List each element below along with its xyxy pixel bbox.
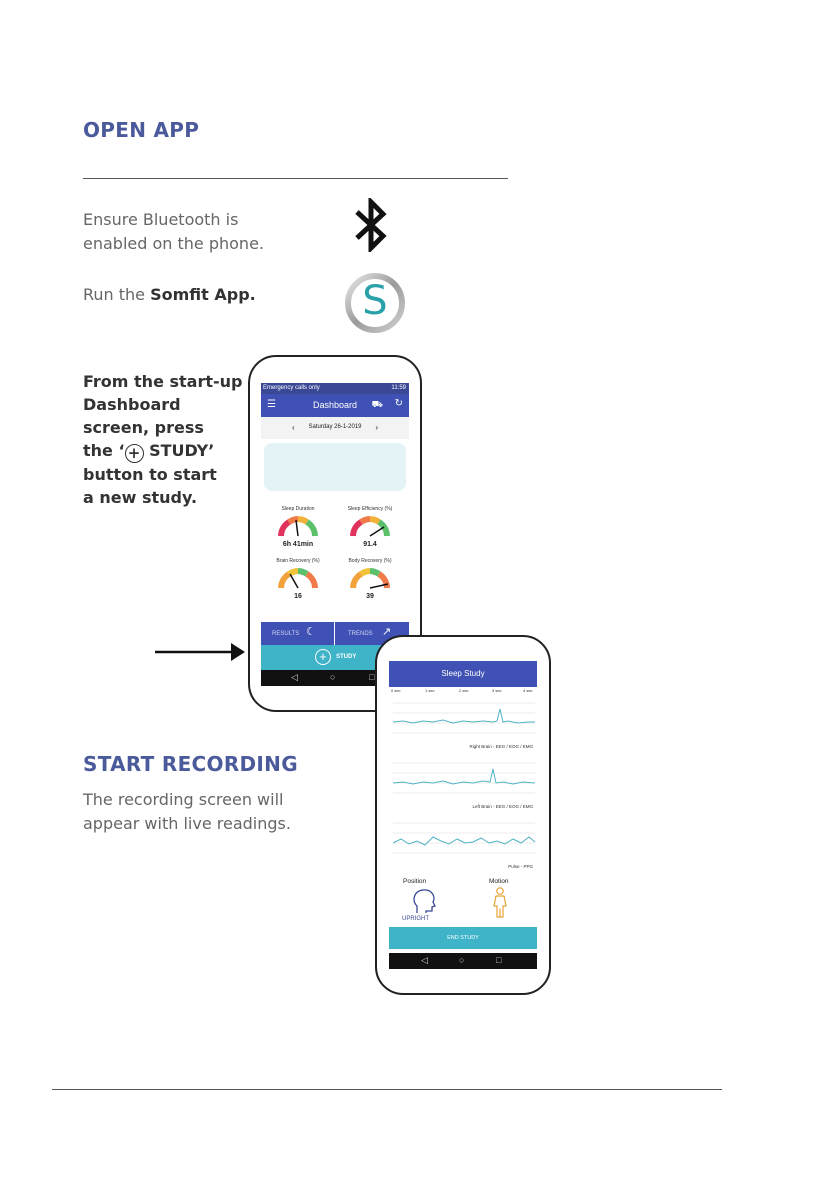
gauge-label-4: Body Recovery (%) (348, 558, 392, 564)
gauge-value-2: 91.4 (363, 541, 377, 548)
menu-icon[interactable]: ☰ (267, 399, 276, 410)
end-study-button[interactable]: END STUDY (389, 927, 537, 949)
position-label: Position (403, 878, 427, 885)
person-motion-icon (491, 887, 509, 919)
channel-1-label: Right Brain - EEG / EOG / EMG (469, 744, 533, 749)
summary-bubble (264, 443, 406, 491)
prev-date-icon[interactable]: ‹ (292, 423, 295, 432)
run-app-instruction (83, 283, 256, 307)
gauge-label-3: Brain Recovery (%) (276, 558, 320, 564)
bluetooth-line-2: enabled on the phone. (83, 234, 264, 253)
instr-line-4-post: STUDY’ (143, 441, 215, 460)
study-screen (389, 661, 537, 969)
study-instruction (83, 370, 242, 509)
pointer-arrow-icon (155, 640, 247, 664)
plus-circle-icon: + (125, 444, 144, 463)
instr-line-3: screen, press (83, 418, 204, 437)
app-bar (261, 394, 409, 417)
study-android-nav-bar (389, 953, 537, 969)
results-tab[interactable] (261, 622, 334, 645)
position-value: UPRIGHT (402, 916, 429, 922)
recording-line-2: appear with live readings. (83, 814, 291, 833)
footer-divider (52, 1089, 722, 1090)
bluetooth-line-1: Ensure Bluetooth is (83, 210, 239, 229)
gauge-sleep-efficiency (350, 514, 390, 538)
study-phone (375, 635, 551, 995)
study-recents-icon[interactable]: □ (496, 955, 502, 965)
somfit-logo-letter: S (362, 278, 388, 324)
results-label: RESULTS (272, 631, 300, 637)
channel-3-label: Pulse - PPG (508, 864, 533, 869)
bluetooth-instruction (83, 208, 264, 256)
head-icon (411, 888, 437, 914)
pulse-trace (393, 817, 535, 861)
bluetooth-icon (352, 198, 390, 252)
date-bar (261, 417, 409, 439)
add-study-icon: + (315, 649, 331, 665)
time-tick-4: 4 sec (523, 688, 533, 693)
gauge-brain-recovery (278, 566, 318, 590)
channel-2-label: Left Brain - EEG / EOG / EMG (472, 804, 533, 809)
status-text: Emergency calls only (263, 385, 320, 391)
left-brain-trace (393, 757, 535, 801)
right-brain-trace (393, 697, 535, 741)
refresh-icon[interactable]: ↻ (394, 398, 403, 409)
status-time: 11:59 (391, 385, 406, 391)
time-tick-2: 2 sec (459, 688, 469, 693)
run-prefix: Run the (83, 285, 151, 304)
somfit-logo (344, 272, 406, 334)
gauge-value-1: 6h 41min (282, 541, 314, 548)
run-app-name: Somfit App. (150, 285, 256, 304)
instr-line-4-pre: the ‘ (83, 441, 125, 460)
gauge-label-2: Sleep Efficiency (%) (347, 506, 393, 512)
home-icon[interactable]: ○ (330, 672, 336, 682)
start-recording-heading: START RECORDING (83, 752, 298, 776)
time-tick-0: 0 sec (391, 688, 401, 693)
moon-icon: ☾ (306, 626, 316, 638)
gauge-value-3: 16 (294, 593, 302, 600)
instr-line-5: button to start (83, 465, 217, 484)
study-back-icon[interactable]: ◁ (421, 955, 428, 965)
trends-label: TRENDS (348, 631, 373, 637)
instr-line-1: From the start-up (83, 372, 243, 391)
section-divider (83, 178, 508, 179)
gauge-sleep-duration (278, 514, 318, 538)
instr-line-4 (83, 439, 242, 463)
study-home-icon[interactable]: ○ (459, 955, 465, 965)
time-tick-1: 1 sec (425, 688, 435, 693)
trend-chart-icon: ↗ (382, 626, 392, 638)
open-app-heading: OPEN APP (83, 118, 200, 142)
recording-line-1: The recording screen will (83, 790, 284, 809)
bed-icon[interactable]: ⛟ (371, 399, 383, 409)
study-app-bar: Sleep Study (389, 661, 537, 687)
motion-label: Motion (489, 878, 509, 885)
next-date-icon[interactable]: › (375, 423, 378, 432)
gauge-body-recovery (350, 566, 390, 590)
status-bar (261, 383, 409, 394)
time-axis (391, 687, 537, 695)
instr-line-2: Dashboard (83, 395, 181, 414)
study-button-label: STUDY (336, 654, 357, 660)
time-tick-3: 3 sec (492, 688, 502, 693)
gauge-label-1: Sleep Duration (281, 506, 315, 512)
recording-description (83, 788, 291, 836)
date-text: Saturday 26-1-2019 (308, 424, 362, 430)
app-bar-title: Dashboard (312, 400, 358, 410)
recents-icon[interactable]: □ (369, 672, 375, 682)
back-icon[interactable]: ◁ (291, 672, 298, 682)
gauge-value-4: 39 (366, 593, 374, 600)
instr-line-6: a new study. (83, 488, 198, 507)
